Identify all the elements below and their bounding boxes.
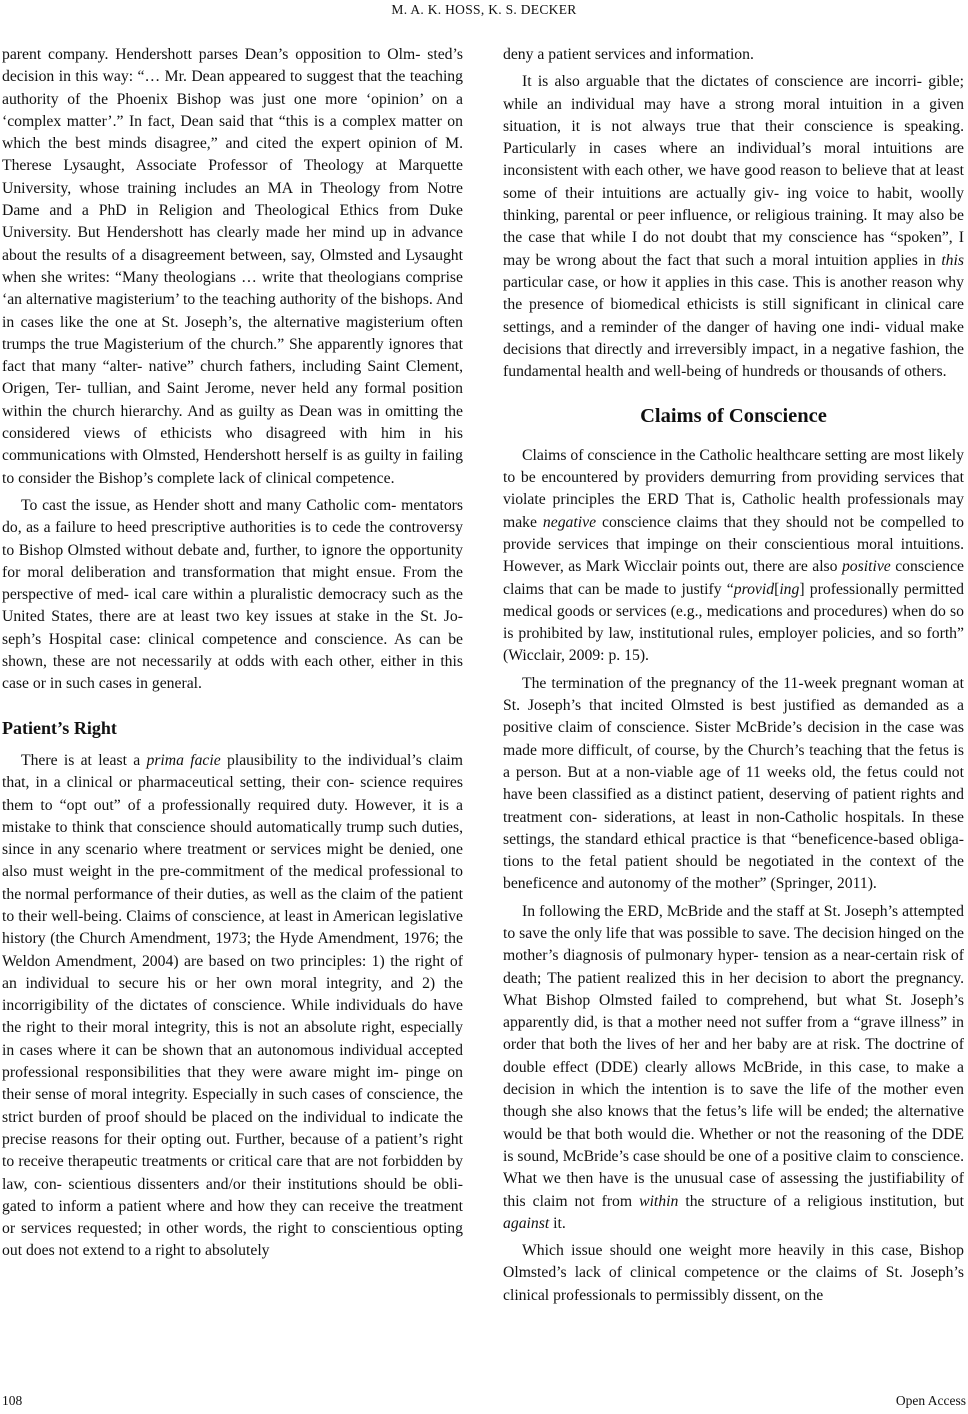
paragraph: In following the ERD, McBride and the staff at St. Joseph’s attempted to save the only life that was possible to save. The decision hinged on the mother’s diagnosis of pulmonary hyper- tension as a near-certain risk of death; The patient realized this in her decision to abort the pregnancy. What Bishop Olmsted failed to comprehend, but what St. Joseph’s apparently did, is that a mother need not suffer from a “grave illness” in order that both the lives of her and her baby are at risk. The doctrine of double effect (DDE) clearly allows McBride, in this case, to make a decision in which the intention is to save the life of the mother even though she also knows that the fetus’s life will be ended; the alternative would be that both would die. Whether or not the reasoning of the DDE is sound, McBride’s case should be one of a positive claim to conscience. What we then have is the unusual case of assessing the justifiability of this claim not from within the structure of a religious institution, but against it. (503, 902, 964, 1232)
paragraph: There is at least a prima facie plausibility to the individual’s claim that, in a clinical or pharmaceutical setting, their con- science requires them to “opt out” of a professionally required duty. However, it is a mistake to think that conscience should automatically trump such duties, since in any scenario where treatment or services might be denied, one also must weight in the pre-commitment of the medical professional to the normal performance of their duties, as well as the claim of the patient to their well-being. Claims of conscience, at least in American legislative history (the Church Amendment, 1973; the Hyde Amendment, 1976; the Weldon Amendment, 2004) are based on two principles: 1) the right of an individual to secure his or her own moral integrity, and 2) the incorrigibility of the dictates of conscience. While individuals do have the right to their moral integrity, this is not an absolute right, especially in cases where it can be shown that an autonomous individual accepted professional responsibilities that they were aware might im- pinge on their sense of moral integrity. Especially in such cases of conscience, the strict burden of proof should be placed on the individual to indicate the precise reasons for their opting out. Further, because of a patient’s right to receive therapeutic treatments or critical care that are not forbidden by law, con- scientious dissenters and/or their institutions should be obli- gated to inform a patient where and how they can receive the treatment or services requested; in other words, the right to conscientious opting out does not extend to a right to absolutely (2, 751, 463, 1260)
paragraph: deny a patient services and information. (503, 46, 754, 63)
paragraph: The termination of the pregnancy of the 11-week pregnant woman at St. Joseph’s that incited Olmsted is best justified as demanded as a positive claim of conscience. Sister McBride’s decision in the case was made more difficult, of course, by the Church’s teaching that the fetus is a person. But at a non-viable age of 11 weeks old, the fetus could not have been classified as a distinct patient, deserving of patient rights and treatment con- siderations, at least in non-Catholic hospitals. In these settings, the standard ethical practice is that “beneficence-based obliga- tions to the fetal patient should be negotiated in the context of the beneficence and autonomy of the mother” (Springer, 2011). (503, 674, 964, 893)
paragraph: parent company. Hendershott parses Dean’s opposition to Olm- sted’s decision in this way: “… Mr. Dean appeared to suggest that the teaching authority of the Phoenix Bishop was just one more ‘opinion’ on a ‘complex matter’.” In fact, Dean said that “this is a complex matter on which the best minds disagree,” and cited the expert opinion of M. Therese Lysaught, Associate Professor of Theology at Marquette University, whose training includes an MA in Theology from Notre Dame and a PhD in Religion and Theological Ethics from Duke University. But Hendershott has clearly made her mind up in advance about the results of a disagreement between, say, Olmsted and Lysaught when she writes: “Many theologians … write that theologians comprise ‘an alternative magisterium’ to the teaching authority of the bishops. And in cases like the one at St. Joseph’s, the alternative magisterium often trumps the true Magisterium of the church.” She apparently ignores that fact that many “alter- native” church fathers, including Saint Clement, Origen, Ter- tullian, and Saint Jerome, never held any formal position within the church hierarchy. And as guilty as Dean was in omitting the considered views of ethicists who disagreed with him in his communications with Olmsted, Hendershott herself is as guilty in failing to consider the Bishop’s complete lack of clinical competence. (2, 46, 463, 487)
section-heading-patients-right: Patient’s Right (2, 717, 117, 738)
section-heading-claims-of-conscience: Claims of Conscience (640, 405, 827, 428)
publisher-label: Open Access (895, 1393, 966, 1408)
right-column (503, 44, 964, 1307)
page-number: 108 (2, 1393, 23, 1408)
paragraph: Claims of conscience in the Catholic healthcare setting are most likely to be encountered by providers demurring from providing services that violate principles the ERD That is, Catholic health professionals may make negative conscience claims that they should not be compelled to provide services that impinge on their conscientious moral intuitions. However, as Mark Wicclair points out, there are also positive conscience claims that can be made to justify “provid[ing] professionally permitted medical goods or services (e.g., medications and procedures) when do so is prohibited by law, institutional rules, employer policies, and so forth” (Wicclair, 2009: p. 15). (503, 446, 965, 665)
paragraph: It is also arguable that the dictates of conscience are incorri- gible; while an individual may have a strong moral intuition in a given situation, it is not always true that their conscience is speaking. Particularly in cases where an individual’s moral intuitions are inconsistent with each other, we have good reason to believe that at least some of their intuitions are actually giv- ing voice to habit, woolly thinking, parental or peer influence, or religious training. It may also be the case that while I do not doubt that my conscience has “spoken”, I may be wrong about the fact that such a moral intuition applies in this particular case, or how it applies in this case. This is another reason why the presence of biomedical ethicists is still significant in clinical care settings, and a reminder of the danger of having one indi- vidual make decisions that directly and irreversibly impact, in a negative fashion, the fundamental health and well-being of hundreds or thousands of others. (503, 73, 964, 381)
running-head: M. A. K. HOSS, K. S. DECKER (391, 2, 577, 17)
paragraph: Which issue should one weight more heavily in this case, Bishop Olmsted’s lack of clinical competence or the claims of St. Joseph’s clinical professionals to permissibly dissent, on the (503, 1242, 964, 1304)
left-column (2, 44, 463, 1263)
paragraph: To cast the issue, as Hender shott and many Catholic com- mentators do, as a failure to heed prescriptive authorities is to cede the controversy to Bishop Olmsted without debate and, further, to ignore the opportunity for moral deliberation and transformation that might ensue. From the perspective of med- ical care within a pluralistic democracy such as the United States, there are at least two key issues at stake in the St. Jo- seph’s Hospital case: clinical competence and conscience. As can be shown, these are not necessarily at odds with each other, either in this case or in such cases in general. (2, 496, 463, 693)
